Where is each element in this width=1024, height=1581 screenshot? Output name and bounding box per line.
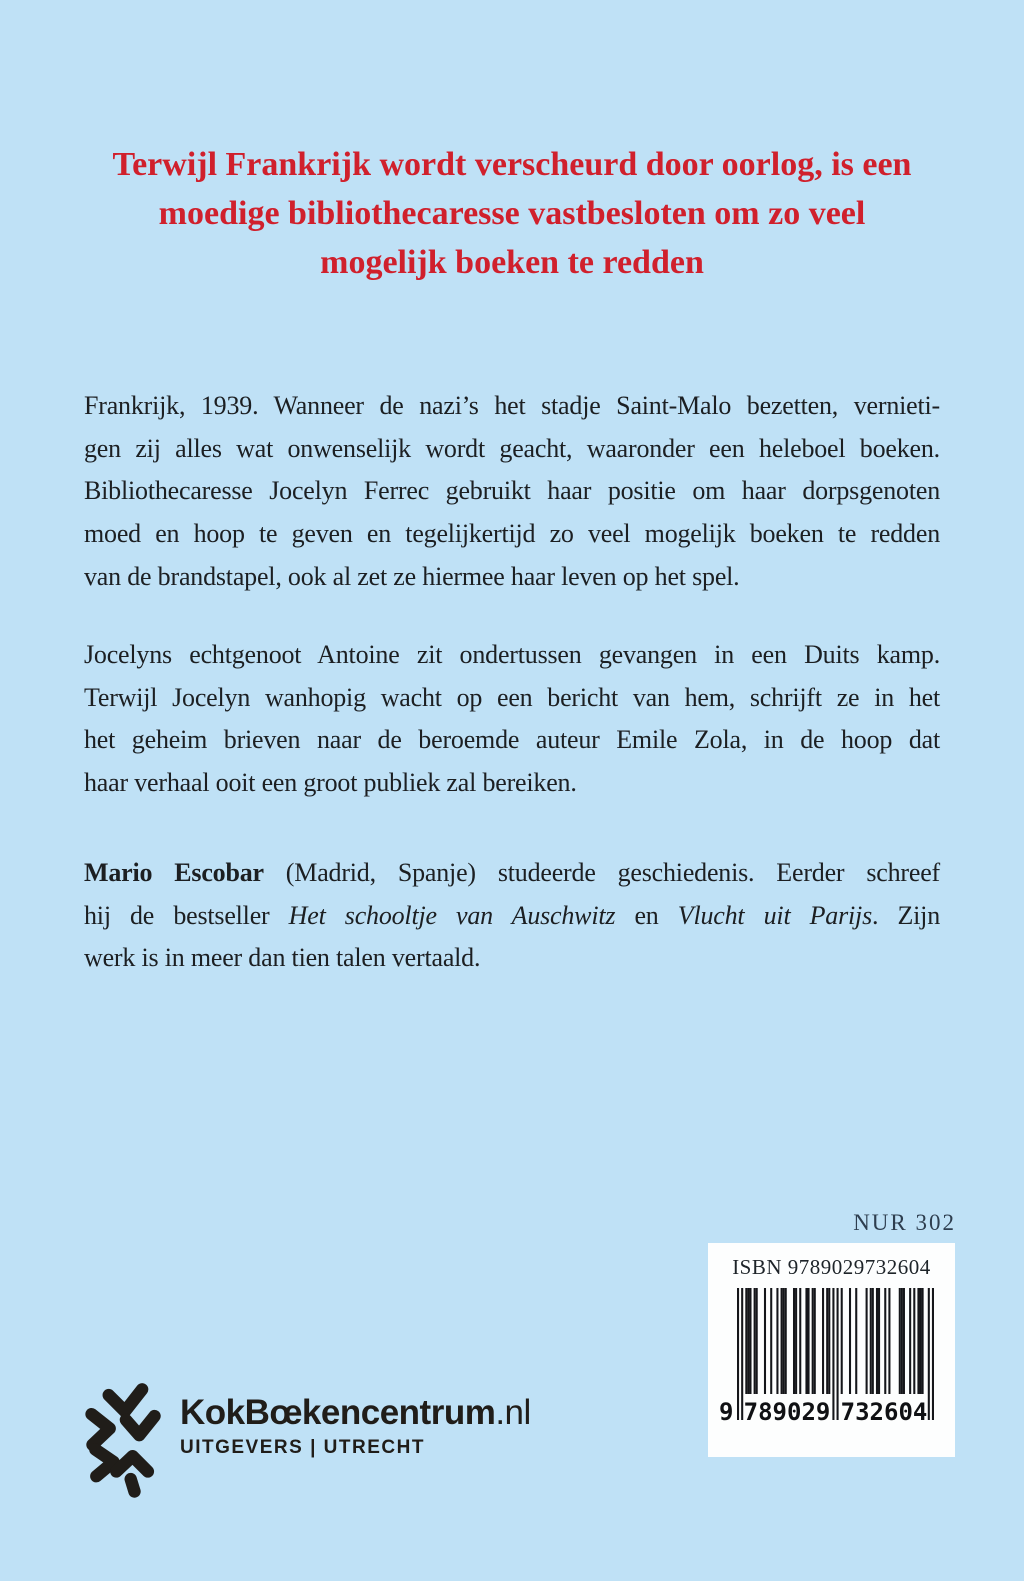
text-line (84, 852, 940, 895)
text-line: van de brandstapel, ook al zet ze hiermee haar leven op het spel. (84, 561, 740, 591)
author-bio (84, 852, 940, 980)
headline-line: mogelijk boeken te redden (320, 244, 704, 281)
nur-code-label: NUR 302 (853, 1210, 956, 1235)
publisher-tagline: UITGEVERS | UTRECHT (180, 1437, 425, 1458)
synopsis-paragraph-1 (84, 385, 940, 599)
bio-text: . Zijn (872, 900, 940, 930)
text-line: het geheim brieven naar de beroemde auteur Emile Zola, in de hoop dat (84, 725, 940, 755)
text-line: haar verhaal ooit een groot publiek zal bereiken. (84, 768, 577, 798)
barcode-digit-group: 732604 (840, 1398, 928, 1426)
text-line: moed en hoop te geven en tegelijkertijd zo veel mogelijk boeken te redden (84, 519, 940, 549)
barcode-digit-group: 789029 (743, 1398, 831, 1426)
publisher-name-bold: KokBœkencentrum (180, 1393, 496, 1432)
headline (84, 140, 940, 287)
isbn-label: ISBN 9789029732604 (732, 1255, 931, 1279)
headline-line: moedige bibliothecaresse vastbesloten om zo veel (158, 195, 866, 232)
text-line: Frankrijk, 1939. Wanneer de nazi’s het stadje Saint-Malo bezetten, vernieti- (84, 391, 940, 420)
text-line: Jocelyns echtgenoot Antoine zit ondertussen gevangen in een Duits kamp. (84, 640, 940, 669)
bio-text: en (615, 900, 678, 930)
headline-line: Terwijl Frankrijk wordt verscheurd door oorlog, is een (112, 146, 912, 183)
text-line: werk is in meer dan tien talen vertaald. (84, 943, 481, 973)
book-title: Vlucht uit Parijs (677, 900, 872, 930)
text-line: Terwijl Jocelyn wanhopig wacht op een bericht van hem, schrijft ze in het (84, 682, 940, 712)
text-line: gen zij alles wat onwenselijk wordt geacht, waaronder een heleboel boeken. (84, 433, 940, 463)
isbn-barcode-box (708, 1243, 955, 1457)
publisher-name (180, 1394, 531, 1432)
synopsis-paragraph-2 (84, 634, 940, 805)
barcode-digit-group: 9 (719, 1398, 734, 1426)
book-title: Het schooltje van Auschwitz (288, 900, 616, 930)
publisher-text (180, 1378, 531, 1459)
bio-text: (Madrid, Spanje) studeerde geschiedenis. Eerder schreef (263, 858, 940, 887)
publisher-logo (82, 1378, 531, 1500)
ean13-barcode (719, 1288, 944, 1436)
author-name: Mario Escobar (84, 858, 264, 887)
publisher-mark-icon (82, 1378, 166, 1500)
publisher-name-suffix: .nl (495, 1393, 531, 1432)
bio-text: hij de bestseller (84, 900, 289, 930)
text-line: Bibliothecaresse Jocelyn Ferrec gebruikt haar positie om haar dorpsgenoten (84, 476, 940, 506)
text-line (84, 895, 940, 938)
